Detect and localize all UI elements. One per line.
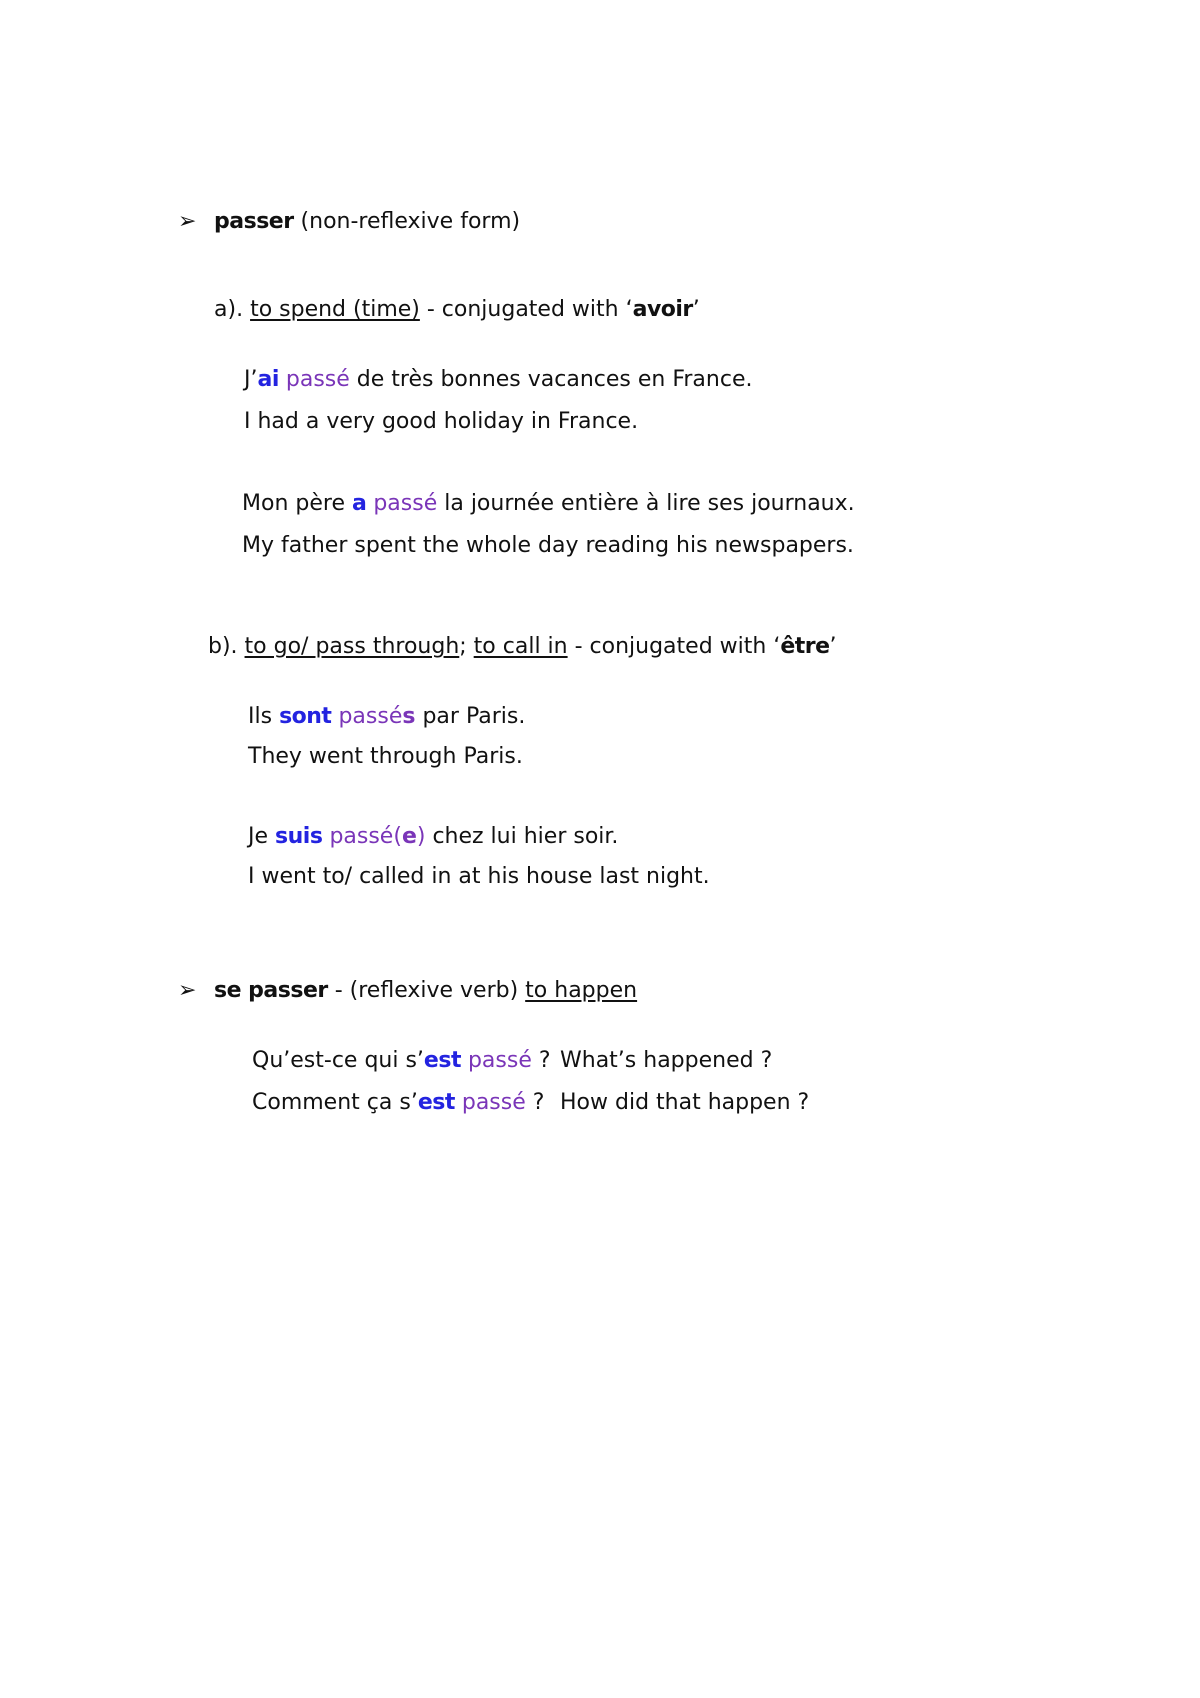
example-text: Mon père: [242, 491, 352, 516]
question-1-translation: What’s happened ?: [560, 1048, 773, 1073]
conj-prefix-a: - conjugated with ‘: [419, 297, 633, 322]
past-participle: passé: [373, 491, 438, 516]
example-b1: [248, 703, 525, 731]
conj-suffix-b: ’: [829, 634, 837, 659]
example-b2: [248, 823, 618, 851]
meaning-happen: to happen: [525, 978, 638, 1003]
question-2: [252, 1089, 544, 1117]
meaning-b2: to call in: [473, 634, 568, 659]
example-text: Je: [248, 824, 276, 849]
translation-b2: I went to/ called in at his house last night.: [248, 864, 710, 889]
auxiliary-verb: ai: [257, 367, 279, 392]
aux-word-etre: être: [780, 634, 830, 659]
bullet-arrow-icon: ➢: [178, 209, 197, 234]
meaning-b1: to go/ pass through: [244, 634, 460, 659]
translation-a2: My father spent the whole day reading his newspapers.: [242, 533, 854, 558]
example-text: Qu’est-ce qui s’: [252, 1048, 424, 1073]
subsection-a-heading: [214, 296, 700, 324]
bullet-arrow-icon: ➢: [178, 978, 197, 1003]
section-heading-se-passer: [214, 977, 637, 1005]
example-a1: [244, 366, 752, 394]
example-text: Ils: [248, 704, 280, 729]
label-a: a).: [214, 297, 251, 322]
past-participle: passé: [461, 1090, 526, 1115]
agreement-ending: s: [402, 704, 416, 729]
form-note: (non-reflexive form): [293, 209, 521, 234]
conj-prefix-b: - conjugated with ‘: [567, 634, 781, 659]
translation-a1: I had a very good holiday in France.: [244, 409, 639, 434]
meaning-a: to spend (time): [250, 297, 420, 322]
example-text: chez lui hier soir.: [425, 824, 619, 849]
auxiliary-verb: a: [351, 491, 367, 516]
auxiliary-verb: est: [417, 1090, 455, 1115]
agreement-ending: e: [401, 824, 417, 849]
example-text: Comment ça s’: [252, 1090, 418, 1115]
conj-suffix-a: ’: [692, 297, 700, 322]
meaning-separator: ;: [459, 634, 474, 659]
auxiliary-verb: sont: [279, 704, 332, 729]
example-a2: [242, 490, 855, 518]
label-b: b).: [208, 634, 245, 659]
example-text: ?: [531, 1048, 551, 1073]
example-text: J’: [244, 367, 258, 392]
aux-word-avoir: avoir: [632, 297, 693, 322]
past-participle: passé: [338, 704, 403, 729]
section-heading-passer: [214, 208, 520, 236]
auxiliary-verb: est: [423, 1048, 461, 1073]
auxiliary-verb: suis: [275, 824, 323, 849]
reflexive-note: - (reflexive verb): [327, 978, 526, 1003]
subsection-b-heading: [208, 633, 837, 661]
question-2-translation: How did that happen ?: [560, 1090, 810, 1115]
verb-se-passer: se passer: [214, 978, 328, 1003]
example-text: de très bonnes vacances en France.: [349, 367, 753, 392]
verb-passer: passer: [214, 209, 294, 234]
translation-b1: They went through Paris.: [248, 744, 523, 769]
example-text: ?: [525, 1090, 545, 1115]
past-participle: passé: [467, 1048, 532, 1073]
question-1: [252, 1047, 551, 1075]
past-participle-close: ): [416, 824, 426, 849]
example-text: la journée entière à lire ses journaux.: [437, 491, 855, 516]
example-text: par Paris.: [415, 704, 526, 729]
past-participle: passé: [285, 367, 350, 392]
past-participle: passé(: [329, 824, 402, 849]
